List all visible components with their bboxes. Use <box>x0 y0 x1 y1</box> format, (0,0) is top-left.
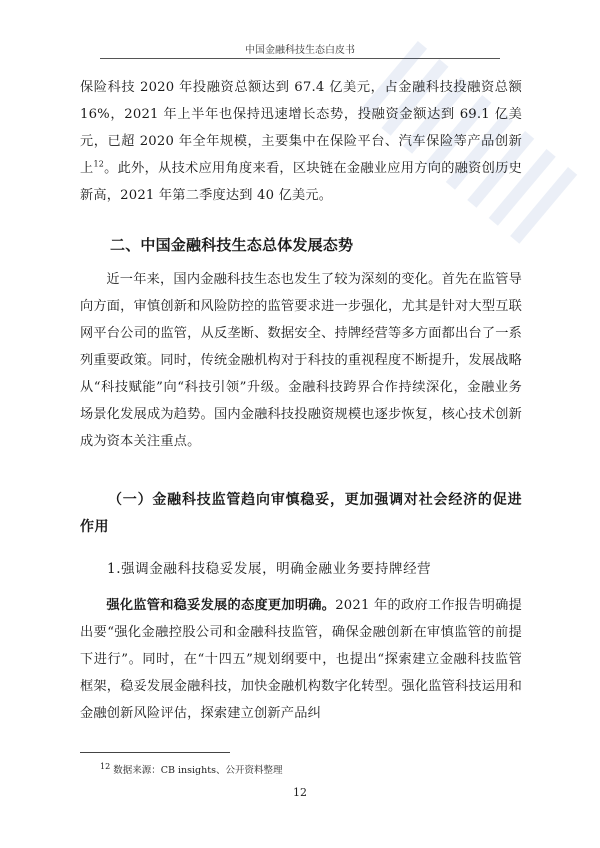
header-divider <box>100 58 500 59</box>
regulation-block <box>80 592 522 727</box>
sub-subsection-heading: 1.强调金融科技稳妥发展，明确金融业务要持牌经营 <box>107 561 432 577</box>
footnote <box>100 762 282 776</box>
subsection-heading-block <box>80 487 522 541</box>
overview-block <box>80 266 522 455</box>
running-header: 中国金融科技生态白皮书 <box>245 45 355 56</box>
sub-subsection-heading-block <box>80 556 522 583</box>
subsection-heading: （一）金融科技监管趋向审慎稳妥，更加强调对社会经济的促进作用 <box>80 492 522 535</box>
paragraph-regulation: 强化监管和稳妥发展的态度更加明确。2021 年的政府工作报告明确提出要“强化金融控股公司和金融科技监管，确保金融创新在审慎监管的前提下进行”。同时，在“十四五”规划纲要中，也提出“探索建立金融科技监管框架，稳妥发展金融科技，加快金融机构数字化转型。强化监管科技运用和金融创新风险评估，探索建立创新产品纠 <box>80 598 523 721</box>
main-content <box>80 74 522 209</box>
footnote-text: 数据来源：CB insights、公开资料整理 <box>113 765 283 776</box>
footnote-marker[interactable]: 12 <box>93 159 105 169</box>
paragraph-insurtech: 保险科技 2020 年投融资总额达到 67.4 亿美元，占金融科技投融资总额 16%，2021 年上半年也保持迅速增长态势，投融资金额达到 69.1 亿美元，已超 2020 年全年规模，主要集中在保险平台、汽车保险等产品创新上$^{12}$。此外，从技术应用角度来看，区块链在金融业应用方向的融资创历史新高，2021 年第二季度达到 40 亿美元。 <box>80 80 522 203</box>
section-heading: 二、中国金融科技生态总体发展态势 <box>110 236 354 254</box>
page-number: 12 <box>293 786 307 799</box>
lead-sentence: 强化监管和稳妥发展的态度更加明确。 <box>106 598 336 613</box>
section-heading-block <box>80 232 522 259</box>
paragraph-overview: 近一年来，国内金融科技生态也发生了较为深刻的变化。首先在监管导向方面，审慎创新和风险防控的监管要求进一步强化，尤其是针对大型互联网平台公司的监管，从反垄断、数据安全、持牌经营等多方面都出台了一系列重要政策。同时，传统金融机构对于科技的重视程度不断提升，发展战略从“科技赋能”向“科技引领”升级。金融科技跨界合作持续深化，金融业务场景化发展成为趋势。国内金融科技投融资规模也逐步恢复，核心技术创新成为资本关注重点。 <box>80 272 522 449</box>
footnote-divider <box>80 752 230 753</box>
footnote-number: 12 <box>100 761 111 771</box>
